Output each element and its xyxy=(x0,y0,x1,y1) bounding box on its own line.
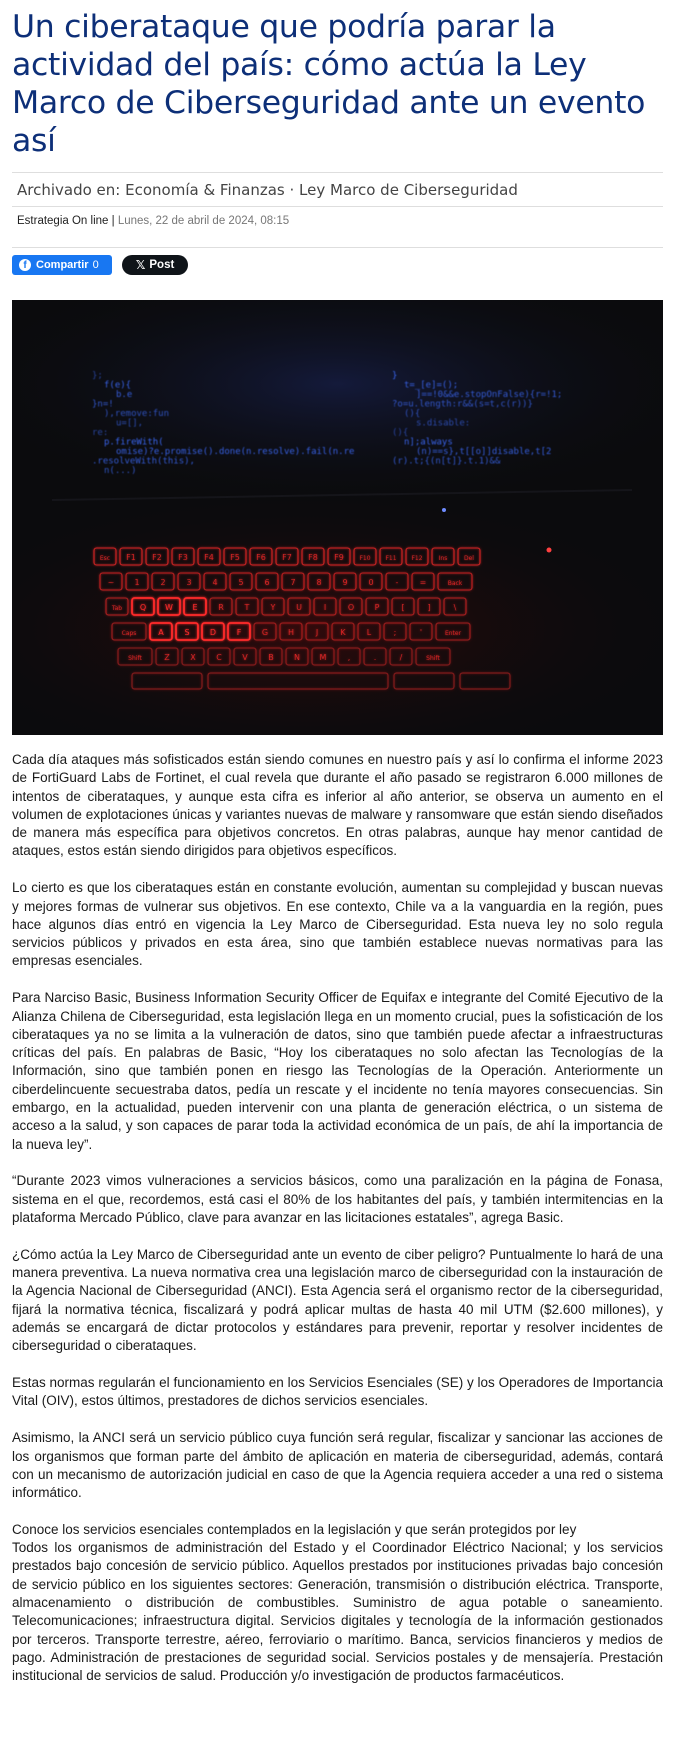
archive-separator: · xyxy=(284,181,300,199)
keyboard-key-label: F9 xyxy=(334,553,344,562)
keyboard-key-label: P xyxy=(374,603,380,612)
screen-code-line: } xyxy=(392,371,398,381)
keyboard-key-label: 7 xyxy=(290,578,296,587)
keyboard-key-label: U xyxy=(296,603,302,612)
keyboard-key-label: 9 xyxy=(342,578,348,587)
keyboard-key-label: ~ xyxy=(107,578,115,587)
screen-code-line: ]==!0&&e.stopOnFalse){r=!1; xyxy=(416,390,563,400)
article-paragraph: ¿Cómo actúa la Ley Marco de Ciberseguridad ante un evento de ciber peligro? Puntualmente lo hará de una manera preventiva. La nueva normativa crea una legislación marco de ciberseguridad con la instauración de la Agencia Nacional de Ciberseguridad (ANCI). Esta Agencia será el organismo rector de la ciberseguridad, fijará la normativa técnica, fiscalizará y podrá aplicar multas de hasta 40 mil UTM ($2.600 millones), y además se encargará de dictar protocolos y estándares para prevenir, reportar y resolver incidentes de ciberseguridad o ciberataques. xyxy=(12,1246,663,1354)
article-paragraph: Cada día ataques más sofisticados están siendo comunes en nuestro país y así lo confirma el informe 2023 de FortiGuard Labs de Fortinet, el cual revela que durante el año pasado se registraron 6.000 millones de intentos de ciberataques, y aunque esta cifra es inferior al año anterior, se observa un aumento en el volumen de explotaciones únicas y variantes nuevas de malware y ransomware que están siendo diseñados de manera más específica para objetivos concretos. En otras palabras, aunque hay menor cantidad de ataques, estos están siendo dirigidos para objetivos específicos. xyxy=(12,752,663,859)
facebook-icon: f xyxy=(19,259,31,271)
keyboard-key-label: ] xyxy=(427,603,431,612)
x-post-button[interactable] xyxy=(122,255,188,275)
screen-code-line: p.fireWith( xyxy=(104,437,164,448)
keyboard-key-label: Enter xyxy=(444,630,462,637)
screen-code-line: (){ xyxy=(404,409,421,419)
screen-code-line: }n=! xyxy=(92,399,114,410)
article-paragraph: Lo cierto es que los ciberataques están en constante evolución, aumentan su complejidad y buscan nuevas y mejores formas de vulnerar sus objetivos. En ese contexto, Chile va a la vanguardia en la región, pues hace algunos días entró en vigencia la Ley Marco de Ciberseguridad. Esta nueva ley no solo regula servicios públicos y privados en esta área, sino que también establece nuevas normativas para las empresas esenciales. xyxy=(12,880,663,969)
hero-image xyxy=(12,300,663,735)
keyboard-key-label: Tab xyxy=(111,605,123,612)
screen-code-line: }; xyxy=(92,371,103,381)
keyboard-key-label: Esc xyxy=(99,555,111,562)
keyboard-key-label: F10 xyxy=(359,555,371,562)
article-title: Un ciberataque que podría parar la actividad del país: cómo actúa la Ley Marco de Ciberseguridad ante un evento así xyxy=(12,9,646,159)
archive-prefix: Archivado en: xyxy=(17,181,121,199)
led-red xyxy=(547,548,552,553)
facebook-share-count: 0 xyxy=(92,259,99,271)
keyboard-key-label: F6 xyxy=(256,553,266,562)
keyboard-key-label: F8 xyxy=(308,553,318,562)
keyboard-key-label: F2 xyxy=(152,553,162,562)
article-paragraph: Para Narciso Basic, Business Information Security Officer de Equifax e integrante del Comité Ejecutivo de la Alianza Chilena de Ciberseguridad, esta legislación llega en un momento crucial, pues la sofisticación de los ciberataques ya no se limita a la vulneración de datos, sino que también puede afectar a infraestructuras críticas del país. En palabras de Basic, “Hoy los ciberataques no solo afectan las Tecnologías de la Información, sino que también ponen en riesgo las Tecnologías de la Operación. Anteriormente un ciberdelincuente secuestraba datos, pedía un rescate y el incidente no tenía mayores consecuencias. Sin embargo, en la actualidad, pueden intervenir con una planta de generación eléctrica, o un sistema de acceso a la salud, y son capaces de parar toda la actividad económica de un país, de ahí la importancia de la nueva ley”. xyxy=(12,990,663,1152)
screen-code-line: (r).t;{(n[t]}.t.1)&& xyxy=(392,456,501,467)
keyboard-key-label: \ xyxy=(453,603,457,612)
screen-code-line: f(e){ xyxy=(104,380,132,391)
byline-separator: | xyxy=(108,215,118,227)
keyboard-key-label: B xyxy=(268,653,274,662)
laptop-illustration xyxy=(12,300,663,735)
screen-code-line: .resolveWith(this), xyxy=(92,456,195,467)
keyboard-key-label: 2 xyxy=(160,578,166,587)
keyboard-key-label: = xyxy=(419,578,427,587)
screen-code-line: t=_[e]=(); xyxy=(404,380,459,391)
keyboard-key-label: - xyxy=(395,578,399,587)
keyboard-key-label: F1 xyxy=(126,553,136,562)
facebook-share-button[interactable] xyxy=(12,255,112,275)
keyboard-key-label: Shift xyxy=(426,655,440,662)
keyboard-key-label: N xyxy=(294,653,300,662)
article-paragraph: “Durante 2023 vimos vulneraciones a servicios básicos, como una paralización en la página de Fonasa, sistema en el que, recordemos, está casi el 80% de los habitantes del país, y también intermitencias en la plataforma Mercado Público, clave para avanzar en las licitaciones estatales”, agrega Basic. xyxy=(12,1173,663,1226)
keyboard-key-label: Y xyxy=(270,603,276,612)
divider xyxy=(12,172,663,173)
keyboard-key-label: Z xyxy=(164,653,170,662)
article-body xyxy=(12,751,663,1704)
keyboard-key-label: 8 xyxy=(316,578,322,587)
screen-code-line: ?o=u.length:r&&(s=t,c(r))} xyxy=(392,399,533,410)
keyboard-key-label: V xyxy=(242,653,248,662)
keyboard-key-label: F5 xyxy=(230,553,240,562)
screen-code-line: u=[], xyxy=(116,418,144,429)
screen-code-line: s.disable: xyxy=(416,418,471,429)
keyboard-key-label: C xyxy=(216,653,222,662)
keyboard-key-label: . xyxy=(373,653,377,662)
keyboard-key-label: ; xyxy=(393,628,397,637)
keyboard-key-label: G xyxy=(261,628,269,637)
screen-code-line: b.e xyxy=(116,390,133,400)
keyboard-key-label: Caps xyxy=(121,630,137,637)
screen-code-line: re: xyxy=(92,428,109,438)
byline-date: Lunes, 22 de abril de 2024, 08:15 xyxy=(117,215,290,227)
x-logo-icon: 𝕏 xyxy=(135,258,146,272)
keyboard-key-label: D xyxy=(209,628,217,637)
keyboard-key-label: F7 xyxy=(282,553,292,562)
divider xyxy=(12,206,663,207)
keyboard-key-label: F4 xyxy=(204,553,214,562)
keyboard-key-label: X xyxy=(190,653,196,662)
keyboard-key-label: M xyxy=(319,653,327,662)
keyboard-key-label: F11 xyxy=(385,555,397,562)
keyboard-key-label: 6 xyxy=(264,578,270,587)
keyboard-key-label: ' xyxy=(419,628,423,637)
keyboard-key-label: Shift xyxy=(128,655,142,662)
screen-code-line: n];always xyxy=(404,437,453,448)
facebook-share-label: Compartir xyxy=(36,259,89,271)
keyboard-key-label: T xyxy=(244,603,250,612)
byline xyxy=(17,215,289,227)
keyboard-key-label: Q xyxy=(139,603,147,612)
article-paragraph: Todos los organismos de administración del Estado y el Coordinador Eléctrico Nacional; y los servicios prestados bajo concesión de servicio público. Aquellos prestados por instituciones privadas bajo concesión de servicio público en los siguientes sectores: Generación, transmisión o distribución eléctrica. Transporte, almacenamiento o distribución de combustibles. Suministro de agua potable o saneamiento. Telecomunicaciones; infraestructura digital. Servicios digitales y tecnología de la información gestionados por terceros. Transporte terrestre, aéreo, ferroviario o marítimo. Banca, servicios financieros y medios de pago. Administración de prestaciones de seguridad social. Servicios postales y de mensajería. Prestación institucional de servicios de salud. Producción y/o investigación de productos farmacéuticos. xyxy=(12,1540,663,1684)
byline-source: Estrategia On line xyxy=(17,215,109,227)
keyboard-key-label: / xyxy=(399,653,403,662)
keyboard-key-label: , xyxy=(347,653,351,662)
archive-line xyxy=(17,181,518,199)
divider xyxy=(12,247,663,248)
keyboard-key-label: I xyxy=(323,603,327,612)
keyboard-key-label: R xyxy=(218,603,224,612)
keyboard-key-label: Ins xyxy=(438,555,448,562)
keyboard-key-label: 5 xyxy=(238,578,244,587)
keyboard-key-label: F xyxy=(236,628,242,637)
screen-code-line: ),remove:fun xyxy=(104,409,170,419)
screen-code-line: (n)==s},t[[o]]disable,t[2 xyxy=(416,447,552,457)
article-paragraph: Estas normas regularán el funcionamiento en los Servicios Esenciales (SE) y los Operadores de Importancia Vital (OIV), estos últimos, prestadores de dichos servicios esenciales. xyxy=(12,1375,663,1409)
keyboard-key-label: [ xyxy=(401,603,405,612)
article-paragraph: Asimismo, la ANCI será un servicio público cuya función será regular, fiscalizar y sancionar las acciones de los organismos que forman parte del ámbito de aplicación en materia de ciberseguridad, además, contará con un mecanismo de autorización judicial en caso de que la Agencia requiera acceder a una red o sistema informático. xyxy=(12,1430,663,1501)
keyboard-key-label: 1 xyxy=(134,578,140,587)
led-blue xyxy=(442,508,446,512)
x-post-label: Post xyxy=(149,259,175,271)
screen-code-line: omise)?e.promise().done(n.resolve).fail(n.re xyxy=(116,447,355,457)
keyboard-key-label: F3 xyxy=(178,553,188,562)
keyboard-key-label: S xyxy=(184,628,190,637)
keyboard-key-label: O xyxy=(347,603,355,612)
keyboard-key-label: Del xyxy=(464,555,474,562)
keyboard-key-label: K xyxy=(340,628,346,637)
keyboard-key-label: 4 xyxy=(212,578,218,587)
keyboard-key-label: 0 xyxy=(368,578,374,587)
keyboard-key-label: Back xyxy=(447,580,463,587)
category-link[interactable]: Economía & Finanzas xyxy=(125,181,285,199)
keyboard-key-label: E xyxy=(192,603,198,612)
keyboard-key-label: 3 xyxy=(186,578,192,587)
screen-code-line: (){ xyxy=(392,428,409,438)
section-heading: Conoce los servicios esenciales contemplados en la legislación y que serán protegidos por ley xyxy=(12,1521,577,1537)
screen-code-line: n(...) xyxy=(104,466,137,476)
tag-link[interactable]: Ley Marco de Ciberseguridad xyxy=(299,181,518,199)
keyboard-key-label: H xyxy=(287,628,295,637)
keyboard-key-label: F12 xyxy=(411,555,423,562)
keyboard-key-label: W xyxy=(165,603,173,612)
keyboard-key-label: L xyxy=(366,628,372,637)
keyboard-key-label: A xyxy=(158,628,164,637)
keyboard-key-label: J xyxy=(315,628,319,637)
